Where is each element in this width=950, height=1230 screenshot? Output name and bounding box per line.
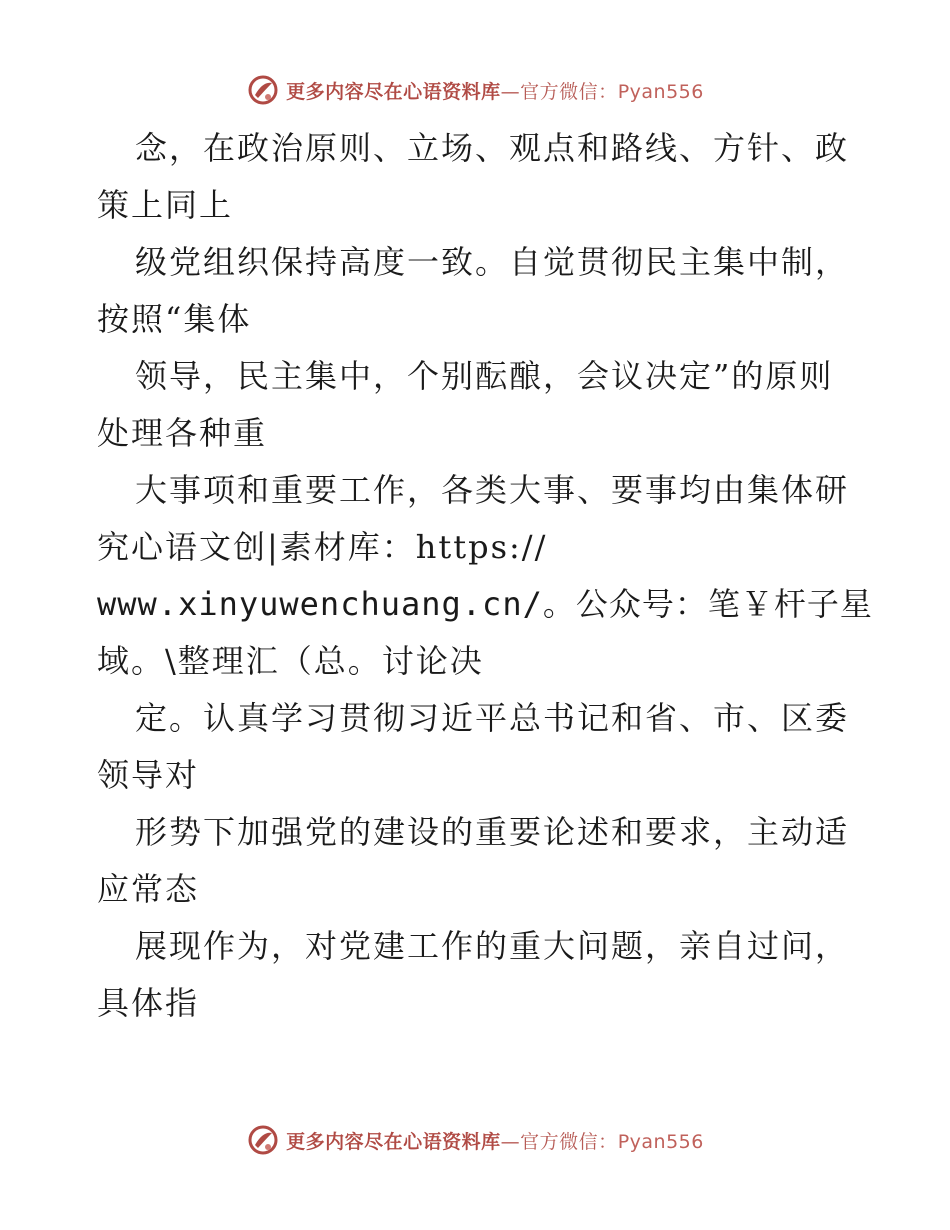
text-line: 念，在政治原则、立场、观点和路线、方针、政 bbox=[135, 129, 850, 167]
text-line: 处理各种重 bbox=[97, 414, 268, 452]
watermark-brand: 更多内容尽在心语资料库 bbox=[286, 80, 501, 103]
text-line: 策上同上 bbox=[97, 186, 234, 224]
text-line: 域。\整理汇（总。讨论决 bbox=[97, 642, 484, 680]
watermark-wechat-id: Pyan556 bbox=[617, 1130, 704, 1153]
watermark-text bbox=[286, 77, 704, 104]
watermark-dash: — bbox=[500, 1130, 521, 1153]
watermark-dash: — bbox=[500, 80, 521, 103]
watermark-brand: 更多内容尽在心语资料库 bbox=[286, 1130, 501, 1153]
text-line: 领导，民主集中，个别酝酿，会议决定”的原则 bbox=[135, 357, 834, 395]
watermark-wechat-id: Pyan556 bbox=[617, 80, 704, 103]
document-body bbox=[97, 120, 873, 1032]
text-line: www.xinyuwenchuang.cn/。公众号：笔￥杆子星 bbox=[97, 585, 873, 623]
watermark-wechat-label: 官方微信： bbox=[520, 1130, 618, 1153]
text-line: 形势下加强党的建设的重要论述和要求，主动适 bbox=[135, 813, 850, 851]
watermark-text bbox=[286, 1127, 704, 1154]
header-watermark bbox=[0, 70, 950, 110]
text-line: 级党组织保持高度一致。自觉贯彻民主集中制， bbox=[135, 243, 850, 281]
text-line: 定。认真学习贯彻习近平总书记和省、市、区委 bbox=[135, 699, 850, 737]
text-line: 大事项和重要工作，各类大事、要事均由集体研 bbox=[135, 471, 850, 509]
text-line: 具体指 bbox=[97, 984, 200, 1022]
ink-brush-logo-icon bbox=[246, 1123, 280, 1157]
watermark-wechat-label: 官方微信： bbox=[520, 80, 618, 103]
text-line: 领导对 bbox=[97, 756, 200, 794]
footer-watermark bbox=[0, 1120, 950, 1160]
ink-brush-logo-icon bbox=[246, 73, 280, 107]
text-line: 究心语文创|素材库：https:// bbox=[97, 528, 548, 566]
text-line: 展现作为，对党建工作的重大问题，亲自过问， bbox=[135, 927, 850, 965]
text-line: 应常态 bbox=[97, 870, 200, 908]
text-line: 按照“集体 bbox=[97, 300, 252, 338]
